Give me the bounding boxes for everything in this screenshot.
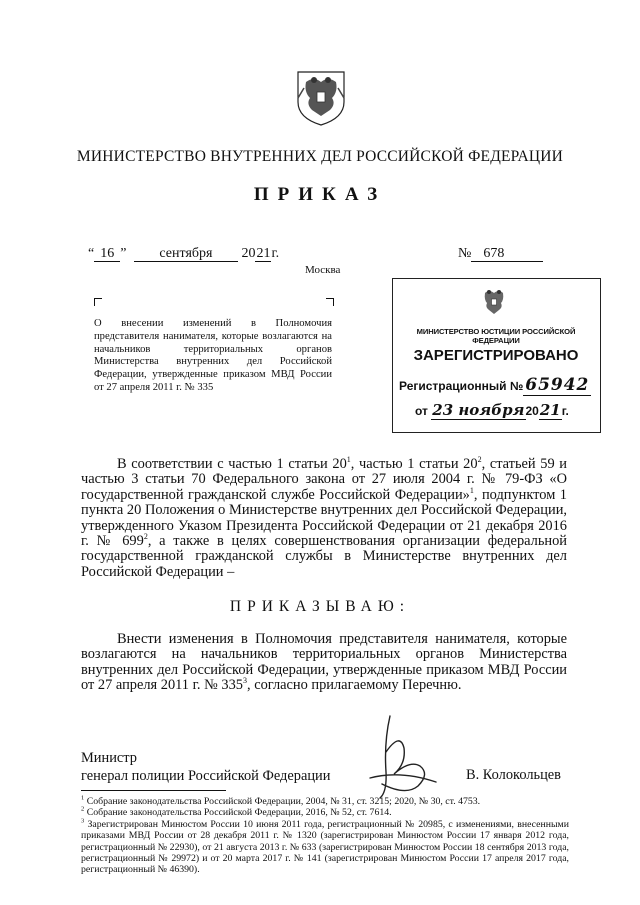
- directive-paragraph: [81, 632, 567, 694]
- stamp-status: ЗАРЕГИСТРИРОВАНО: [413, 347, 579, 364]
- stamp-date-year-handwritten: 21: [539, 401, 561, 419]
- date-open-quote: “: [88, 246, 95, 261]
- order-number: [458, 246, 543, 262]
- footnote-text: Зарегистрирован Минюстом России 10 июня 2011 года, регистрационный № 20985, с изменениями, внесенными приказами МВД России от 28 декабря 2011 г. № 1320 (зарегистрирован Минюстом России 17 января 2012 года, регистрационный № 22930), от 21 августа 2013 г. № 633 (зарегистрирован Минюстом России 18 сентября 2013 года, регистрационный № 29972) и от 20 марта 2017 г. № 141 (зарегистрирован Минюстом России 17 апреля 2017 года, регистрационный № 46390).: [81, 818, 569, 876]
- preamble-text-1: В соответствии с частью 1 статьи 20: [117, 456, 347, 472]
- coat-of-arms-emblem-icon: [294, 68, 348, 128]
- preamble-paragraph: [81, 457, 567, 580]
- footnote-ref: 1: [346, 455, 351, 465]
- subject-corner-left: [94, 298, 102, 306]
- date-year-abbr: г.: [271, 246, 280, 261]
- footnote-item: [81, 796, 569, 807]
- ministry-name: МИНИСТЕРСТВО ВНУТРЕННИХ ДЕЛ РОССИЙСКОЙ ФЕДЕРАЦИИ: [76, 148, 564, 165]
- stamp-date-label: от: [415, 404, 428, 418]
- footnote-ref: 1: [469, 486, 474, 496]
- order-directive-word: ПРИКАЗЫВАЮ:: [229, 598, 411, 615]
- footnote-separator: [81, 790, 226, 791]
- stamp-date-year-abbr: г.: [561, 404, 569, 418]
- footnote-item: [81, 807, 569, 818]
- directive-text-1: Внести изменения в Полномочия представителя нанимателя, которые возлагаются на начальников территориальных органов Министерства внутренних дел Российской Федерации, утвержденные приказом МВД России от 27 апреля 2011 г. № 335: [81, 631, 567, 694]
- footnote-item: [81, 819, 569, 876]
- signer-title: [81, 749, 330, 785]
- footnote-ref: 2: [143, 532, 148, 542]
- handwritten-signature-icon: [360, 712, 442, 802]
- footnote-mark: 1: [81, 794, 85, 802]
- footnote-text: Собрание законодательства Российской Федерации, 2016, № 52, ст. 7614.: [86, 807, 392, 819]
- order-subject: О внесении изменений в Полномочия представителя нанимателя, которые возлагаются на начальников территориальных органов Министерства внутренних дел Российской Федерации, утвержденные приказом МВД России от 27 апреля 2011 г. № 335: [94, 318, 332, 393]
- document-type-title: ПРИКАЗ: [253, 184, 387, 205]
- footnote-ref: 2: [477, 455, 482, 465]
- footnote-text: Собрание законодательства Российской Федерации, 2004, № 31, ст. 3215; 2020, № 30, ст. 4753.: [86, 796, 481, 807]
- date-close-quote: ”: [120, 246, 127, 261]
- order-date: [88, 246, 279, 262]
- number-value: 678: [471, 247, 543, 262]
- signer-title-line-1: Министр: [81, 750, 137, 766]
- directive-text-2: , согласно прилагаемому Перечню.: [247, 677, 462, 694]
- stamp-registration-date: [415, 401, 569, 419]
- stamp-organization: МИНИСТЕРСТВО ЮСТИЦИИ РОССИЙСКОЙ ФЕДЕРАЦИИ: [416, 327, 576, 345]
- preamble-text-2: , частью 1 статьи 20: [350, 456, 478, 472]
- number-sign: №: [458, 246, 472, 261]
- stamp-reg-label: Регистрационный №: [399, 379, 524, 393]
- preamble-text-3: , статьей 59 и частью 3 статьи 70 Федерального закона от 27 июля 2004 г. № 79-ФЗ «О государственной гражданской службе Российской Федерации»: [81, 456, 568, 503]
- footnote-mark: 2: [81, 806, 85, 814]
- footnote-mark: 3: [81, 817, 85, 825]
- stamp-reg-number-handwritten: 65942: [525, 375, 590, 395]
- footnotes: [81, 796, 569, 876]
- stamp-date-year-prefix: 20: [525, 404, 539, 418]
- date-year-suffix: 21: [256, 246, 271, 261]
- registration-stamp: [392, 278, 601, 433]
- signer-title-line-2: генерал полиции Российской Федерации: [81, 768, 331, 784]
- date-month: сентября: [134, 247, 238, 262]
- stamp-date-handwritten: 23 ноября: [432, 401, 525, 419]
- date-day: 16: [94, 247, 120, 262]
- footnote-ref: 3: [243, 676, 247, 686]
- preamble-text-5: , а также в целях совершенствования организации федеральной государственной гражданской службы в Министерстве внутренних дел Российской Федерации –: [81, 533, 567, 580]
- stamp-emblem-icon: [479, 287, 509, 319]
- date-year-prefix: 20: [241, 246, 256, 261]
- city: Москва: [305, 264, 341, 276]
- subject-corner-right: [326, 298, 334, 306]
- signer-name: В. Колокольцев: [466, 767, 561, 783]
- preamble-text-4: , подпунктом 1 пункта 20 Положения о Министерстве внутренних дел Российской Федерации, утвержденного Указом Президента Российской Федерации от 21 декабря 2016 г. № 699: [81, 486, 567, 550]
- stamp-registration-number: [399, 375, 591, 395]
